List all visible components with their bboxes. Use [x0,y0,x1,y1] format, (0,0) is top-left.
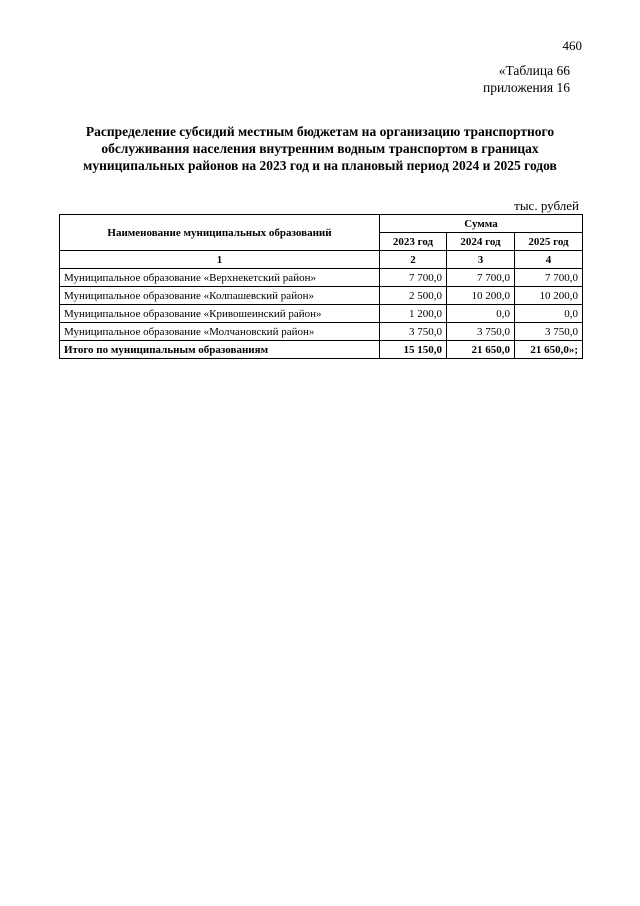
row-value-2023: 7 700,0 [380,269,447,287]
row-value-2024: 0,0 [447,305,515,323]
column-number: 4 [515,251,583,269]
table-row [60,287,583,305]
header-sum: Сумма [380,215,583,233]
title-line-2: обслуживания населения внутренним водным транспортом в границах [101,141,539,156]
row-name: Муниципальное образование «Молчановский район» [60,323,380,341]
units-label: тыс. рублей [514,198,579,213]
row-value-2025: 10 200,0 [515,287,583,305]
total-row [60,341,583,359]
header-row [60,215,583,233]
row-name: Муниципальное образование «Колпашевский район» [60,287,380,305]
table-row [60,269,583,287]
column-number: 2 [380,251,447,269]
column-number: 1 [60,251,380,269]
total-value-2023: 15 150,0 [380,341,447,359]
total-value-2024: 21 650,0 [447,341,515,359]
document-title [60,123,580,174]
table-reference-line-1: «Таблица 66 [498,63,570,78]
table-reference [483,62,570,96]
table-row [60,323,583,341]
row-value-2024: 7 700,0 [447,269,515,287]
row-value-2024: 10 200,0 [447,287,515,305]
header-name: Наименование муниципальных образований [60,215,380,251]
table-reference-line-2: приложения 16 [482,80,570,95]
row-value-2025: 3 750,0 [515,323,583,341]
title-line-3: муниципальных районов на 2023 год и на плановый период 2024 и 2025 годов [83,158,557,173]
total-name: Итого по муниципальным образованиям [60,341,380,359]
row-value-2025: 0,0 [515,305,583,323]
row-name: Муниципальное образование «Кривошеинский район» [60,305,380,323]
row-name: Муниципальное образование «Верхнекетский район» [60,269,380,287]
total-value-2025: 21 650,0»; [515,341,583,359]
column-number: 3 [447,251,515,269]
column-numbers-row [60,251,583,269]
row-value-2023: 3 750,0 [380,323,447,341]
subsidy-table [59,214,583,359]
row-value-2025: 7 700,0 [515,269,583,287]
page-number: 460 [562,38,582,53]
row-value-2024: 3 750,0 [447,323,515,341]
header-year-2024: 2024 год [447,233,515,251]
header-year-2023: 2023 год [380,233,447,251]
row-value-2023: 2 500,0 [380,287,447,305]
title-line-1: Распределение субсидий местным бюджетам на организацию транспортного [85,124,555,139]
row-value-2023: 1 200,0 [380,305,447,323]
table-row [60,305,583,323]
header-year-2025: 2025 год [515,233,583,251]
